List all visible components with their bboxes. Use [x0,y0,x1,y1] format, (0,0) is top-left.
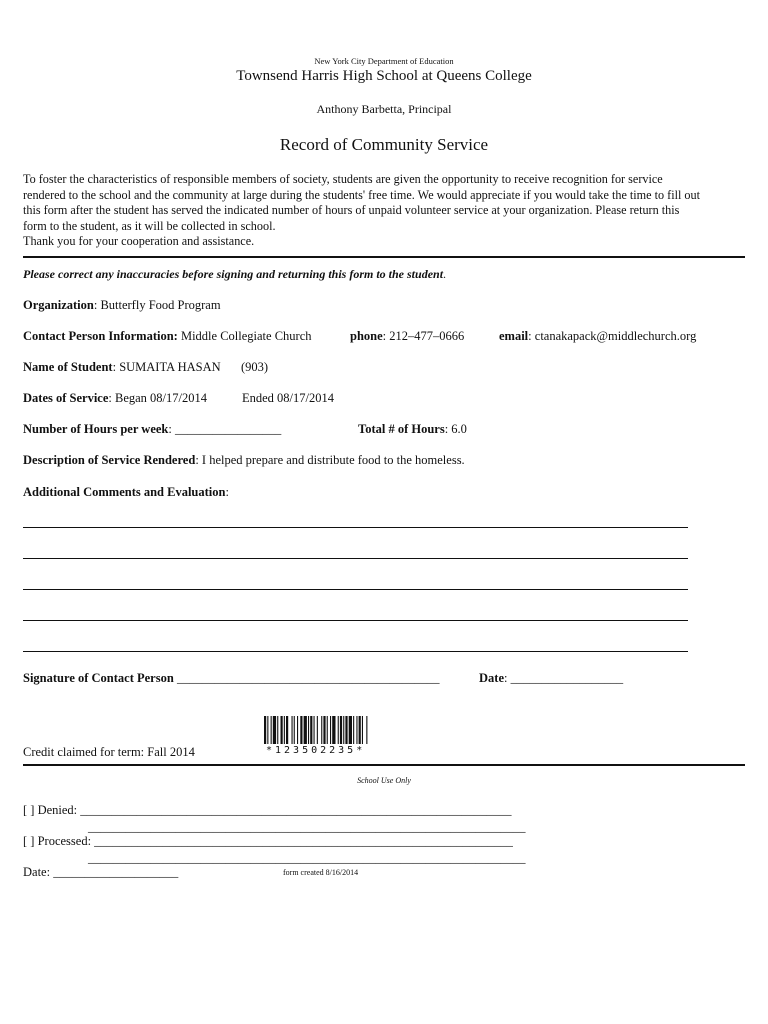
barcode-bar [314,716,315,744]
barcode-bar [292,716,293,744]
contact-label: Contact Person Information: [23,329,178,343]
organization-label: Organization [23,298,94,312]
phone-label: phone [350,329,383,343]
comment-line[interactable] [23,620,688,621]
form-created-note: form created 8/16/2014 [283,868,359,877]
barcode-image [264,716,410,744]
intro-line: form to the student, as it will be collected in school. [23,218,276,233]
denied-field[interactable]: [ ] Denied: _____________________________________________________________________ [23,803,512,817]
date-field[interactable] [479,671,623,686]
barcode-bar [338,716,339,744]
department-name: New York City Department of Education [314,56,454,66]
intro-line: rendered to the school and the community at large during the students' free time. We would appreciate if you would take the time to fill out [23,187,700,202]
date-line[interactable]: : __________________ [504,671,624,685]
barcode-text: *123502235* [266,745,366,756]
dates-label: Dates of Service [23,391,109,405]
form-title: Record of Community Service [279,135,489,154]
divider [23,256,745,258]
school-use-caption: School Use Only [357,776,411,785]
barcode-bar [330,716,331,744]
barcode-bar [273,716,276,744]
comment-line[interactable] [23,651,688,652]
barcode-bar [323,716,325,744]
credit-claimed: Credit claimed for term: Fall 2014 [23,745,195,759]
school-name: Townsend Harris High School at Queens College [236,68,532,84]
phone-field [350,329,464,344]
barcode-bar [366,716,367,744]
contact-field [23,329,312,344]
barcode-bar [284,716,285,744]
intro-line: Thank you for your cooperation and assistance. [23,234,255,248]
comment-line[interactable] [23,589,688,590]
dates-field [23,391,207,406]
description-label: Description of Service Rendered [23,453,196,467]
comment-line[interactable] [23,558,688,559]
organization-value: : Butterfly Food Program [93,298,221,312]
intro-line: this form after the student has served the indicated number of hours of unpaid volunteer service at your organization. Please return this [23,203,680,217]
barcode-bar [353,716,354,744]
signature-label: Signature of Contact Person [23,671,174,685]
barcode-bar [345,716,347,744]
comments-label: Additional Comments and Evaluation [23,485,226,499]
principal-name: Anthony Barbetta, Principal [316,102,452,116]
total-hours-field [358,422,467,437]
date-label: Date [479,671,504,685]
student-id: (903) [241,360,269,374]
barcode-bar [281,716,283,744]
barcode-bar [277,716,278,744]
ended-value: Ended 08/17/2014 [242,391,335,405]
student-label: Name of Student [23,360,113,374]
hours-week-field [23,422,281,437]
barcode-bars [264,716,367,744]
barcode-bar [356,716,357,744]
barcode-bar [340,716,342,744]
barcode-bar [332,716,335,744]
hours-week-value: : _________________ [168,422,282,436]
barcode-bar [294,716,295,744]
intro-line: To foster the characteristics of responsible members of society, students are given the opportunity to receive recognition for service [23,172,663,186]
barcode-bar [327,716,328,744]
barcode-bar [308,716,309,744]
barcode-bar [310,716,312,744]
denied-extra-line[interactable]: ______________________________________________________________________ [88,820,526,834]
barcode-bar [264,716,266,744]
processed-field[interactable]: [ ] Processed: ___________________________________________________________________ [23,834,513,848]
barcode-bar [317,716,318,744]
contact-value: Middle Collegiate Church [177,329,312,343]
organization-field [23,298,221,313]
barcode-bar [304,716,307,744]
email-label: email [499,329,529,343]
notice-text: Please correct any inaccuracies before signing and returning this form to the student. [23,267,447,281]
barcode-bar [271,716,272,744]
intro-paragraph [23,172,748,250]
comments-colon: : [225,485,229,499]
barcode-bar [300,716,302,744]
barcode-bar [349,716,352,744]
barcode-bar [297,716,298,744]
hours-week-label: Number of Hours per week [23,422,169,436]
description-field [23,453,465,468]
barcode-bar [343,716,344,744]
email-field [499,329,696,344]
divider [23,764,745,766]
signature-field[interactable] [23,671,439,686]
total-hours-value: : 6.0 [444,422,467,436]
student-field [23,360,221,375]
barcode-bar [359,716,361,744]
signature-line[interactable]: __________________________________________ [173,671,440,685]
processed-extra-line[interactable]: ______________________________________________________________________ [88,851,526,865]
phone-value: : 212–477–0666 [382,329,465,343]
email-value: : ctanakapack@middlechurch.org [528,329,697,343]
description-value: : I helped prepare and distribute food to the homeless. [195,453,465,467]
barcode-bar [362,716,363,744]
barcode-bar [286,716,288,744]
barcode-bar [267,716,268,744]
student-value: : SUMAITA HASAN [112,360,221,374]
comment-line[interactable] [23,527,688,528]
comments-field [23,485,229,500]
total-hours-label: Total # of Hours [358,422,445,436]
began-value: : Began 08/17/2014 [108,391,207,405]
school-date-field[interactable]: Date: ____________________ [23,865,179,879]
barcode-bar [321,716,322,744]
